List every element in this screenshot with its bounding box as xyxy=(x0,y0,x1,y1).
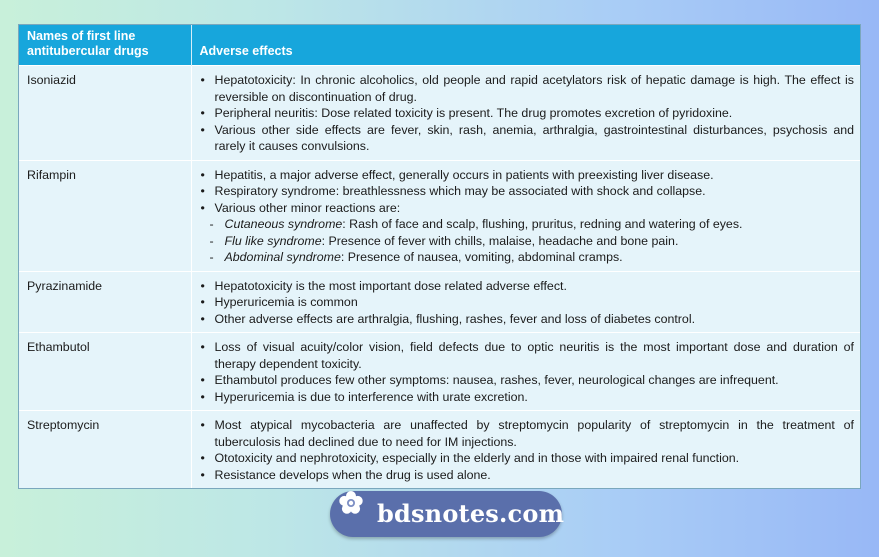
effect-item: • Ethambutol produces few other symptoms: nausea, rashes, fever, neurological changes are infrequent. xyxy=(200,372,855,389)
table-row xyxy=(19,271,860,333)
sub-effect-term: Flu like syndrome xyxy=(224,233,322,248)
drug-adverse-effects-table xyxy=(18,24,861,489)
effect-item: • Other adverse effects are arthralgia, flushing, rashes, fever and loss of diabetes control. xyxy=(200,311,855,328)
sub-effect-term: Cutaneous syndrome xyxy=(224,217,343,231)
sub-effect-text: : Presence of fever with chills, malaise, headache and bone pain. xyxy=(321,233,679,248)
effect-item: • Most atypical mycobacteria are unaffected by streptomycin popularity of streptomycin in the treatment of tuberculosis had declined due to need for IM injections. xyxy=(200,417,855,450)
effects-cell xyxy=(191,271,860,333)
table-row xyxy=(19,66,860,161)
sub-effect-item xyxy=(200,249,855,266)
effect-item: • Resistance develops when the drug is used alone. xyxy=(200,467,855,484)
sub-effect-text: : Presence of nausea, vomiting, abdominal cramps. xyxy=(340,250,623,264)
table-row xyxy=(19,411,860,489)
drug-name: Rifampin xyxy=(19,160,191,271)
effect-item: • Hyperuricemia is common xyxy=(200,294,855,311)
drug-name: Ethambutol xyxy=(19,333,191,411)
header-adverse-effects: Adverse effects xyxy=(191,25,860,66)
drug-name: Pyrazinamide xyxy=(19,271,191,333)
drug-name: Isoniazid xyxy=(19,66,191,161)
effects-list xyxy=(200,278,855,328)
sub-effect-text: : Rash of face and scalp, flushing, pruritus, redning and watering of eyes. xyxy=(342,217,743,231)
effect-item: • Hepatotoxicity: In chronic alcoholics, old people and rapid acetylators risk of hepatic damage is high. The effect is reversible on discontinuation of drug. xyxy=(200,72,855,105)
site-badge[interactable] xyxy=(330,491,565,537)
effect-item: • Hyperuricemia is due to interference with urate excretion. xyxy=(200,389,855,406)
sub-effect-item xyxy=(200,216,855,233)
effects-cell xyxy=(191,333,860,411)
sub-effects-list xyxy=(200,216,855,266)
table-row xyxy=(19,333,860,411)
effects-cell xyxy=(191,160,860,271)
effect-item: • Respiratory syndrome: breathlessness which may be associated with shock and collapse. xyxy=(200,183,855,200)
effects-list xyxy=(200,339,855,405)
flower-icon xyxy=(336,488,366,518)
effect-item: • Hepatotoxicity is the most important dose related adverse effect. xyxy=(200,278,855,295)
site-name[interactable]: bdsnotes.com xyxy=(377,499,565,528)
effects-list xyxy=(200,417,855,483)
effect-item: • Peripheral neuritis: Dose related toxicity is present. The drug promotes excretion of pyridoxine. xyxy=(200,105,855,122)
header-drug-names: Names of first line antitubercular drugs xyxy=(19,25,191,66)
sub-effect-item xyxy=(200,233,855,250)
table-header-row xyxy=(19,25,860,66)
sub-effect-term: Abdominal syndrome xyxy=(224,250,341,264)
effects-cell xyxy=(191,411,860,489)
effect-item: • Loss of visual acuity/color vision, field defects due to optic neuritis is the most important dose and duration of therapy dependent toxicity. xyxy=(200,339,855,372)
effects-list xyxy=(200,72,855,155)
effects-cell xyxy=(191,66,860,161)
table-row xyxy=(19,160,860,271)
drug-name: Streptomycin xyxy=(19,411,191,489)
effect-item: • Ototoxicity and nephrotoxicity, especially in the elderly and in those with impaired renal function. xyxy=(200,450,855,467)
effects-list xyxy=(200,167,855,217)
effect-item: • Hepatitis, a major adverse effect, generally occurs in patients with preexisting liver disease. xyxy=(200,167,855,184)
effect-item: • Various other minor reactions are: xyxy=(200,200,855,217)
effect-item: • Various other side effects are fever, skin, rash, anemia, arthralgia, gastrointestinal disturbances, psychosis and rarely it causes convulsions. xyxy=(200,122,855,155)
